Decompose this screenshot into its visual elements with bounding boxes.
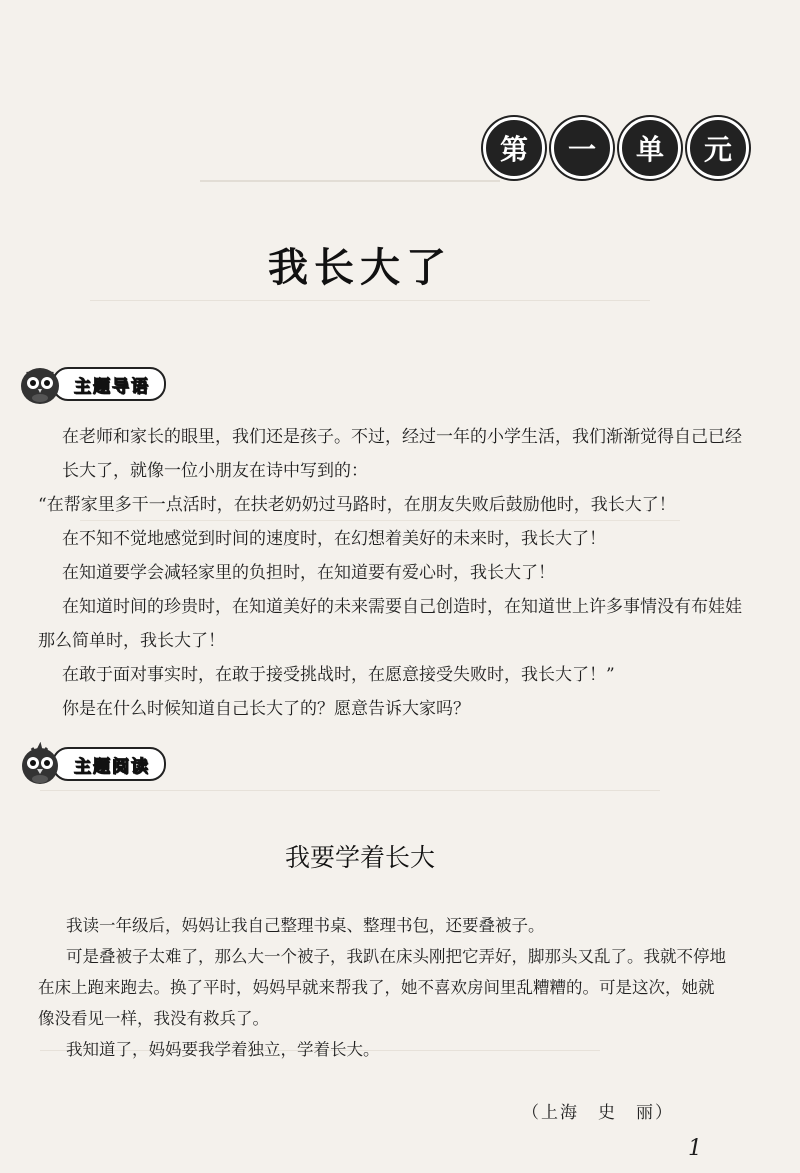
theme-intro-body bbox=[38, 420, 742, 726]
intro-paragraph: 在知道要学会减轻家里的负担时，在知道要有爱心时，我长大了！ bbox=[62, 563, 555, 583]
theme-reading-label-text: 主题阅读 bbox=[52, 747, 166, 781]
story-title: 我要学着长大 bbox=[284, 843, 435, 872]
unit-char: 单 bbox=[619, 117, 681, 179]
intro-paragraph: 你是在什么时候知道自己长大了的？愿意告诉大家吗？ bbox=[62, 699, 470, 719]
theme-intro-label bbox=[18, 362, 166, 406]
story-paragraph: 可是叠被子太难了，那么大一个被子，我趴在床头刚把它弄好，脚那头又乱了。我就不停地在床上跑来跑去。换了平时，妈妈早就来帮我了，她不喜欢房间里乱糟糟的。可是这次，她就像没看见一样，我没有救兵了。 bbox=[38, 947, 726, 1028]
theme-reading-label bbox=[18, 742, 166, 786]
bird-icon bbox=[18, 742, 62, 786]
page-number: 1 bbox=[688, 1136, 702, 1161]
intro-paragraph: 在敢于面对事实时，在敢于接受挑战时，在愿意接受失败时，我长大了！” bbox=[62, 665, 615, 685]
unit-char: 一 bbox=[551, 117, 613, 179]
story-body bbox=[38, 910, 728, 1065]
intro-paragraph: “在帮家里多干一点活时，在扶老奶奶过马路时，在朋友失败后鼓励他时，我长大了！ bbox=[38, 495, 676, 515]
owl-icon bbox=[18, 362, 62, 406]
theme-intro-label-text: 主题导语 bbox=[52, 367, 166, 401]
lesson-title: 我长大了 bbox=[268, 245, 452, 291]
unit-badge bbox=[483, 117, 749, 179]
story-paragraph: 我知道了，妈妈要我学着独立，学着长大。 bbox=[66, 1040, 380, 1059]
story-author: （上海 史 丽） bbox=[522, 1103, 674, 1123]
story-paragraph: 我读一年级后，妈妈让我自己整理书桌、整理书包，还要叠被子。 bbox=[66, 916, 545, 935]
intro-paragraph: 在不知不觉地感觉到时间的速度时，在幻想着美好的未来时，我长大了！ bbox=[62, 529, 606, 549]
intro-paragraph: 在老师和家长的眼里，我们还是孩子。不过，经过一年的小学生活，我们渐渐觉得自己已经长大了，就像一位小朋友在诗中写到的： bbox=[62, 427, 742, 481]
unit-char: 元 bbox=[687, 117, 749, 179]
intro-paragraph: 在知道时间的珍贵时，在知道美好的未来需要自己创造时，在知道世上许多事情没有布娃娃那么简单时，我长大了！ bbox=[38, 597, 742, 651]
unit-char: 第 bbox=[483, 117, 545, 179]
